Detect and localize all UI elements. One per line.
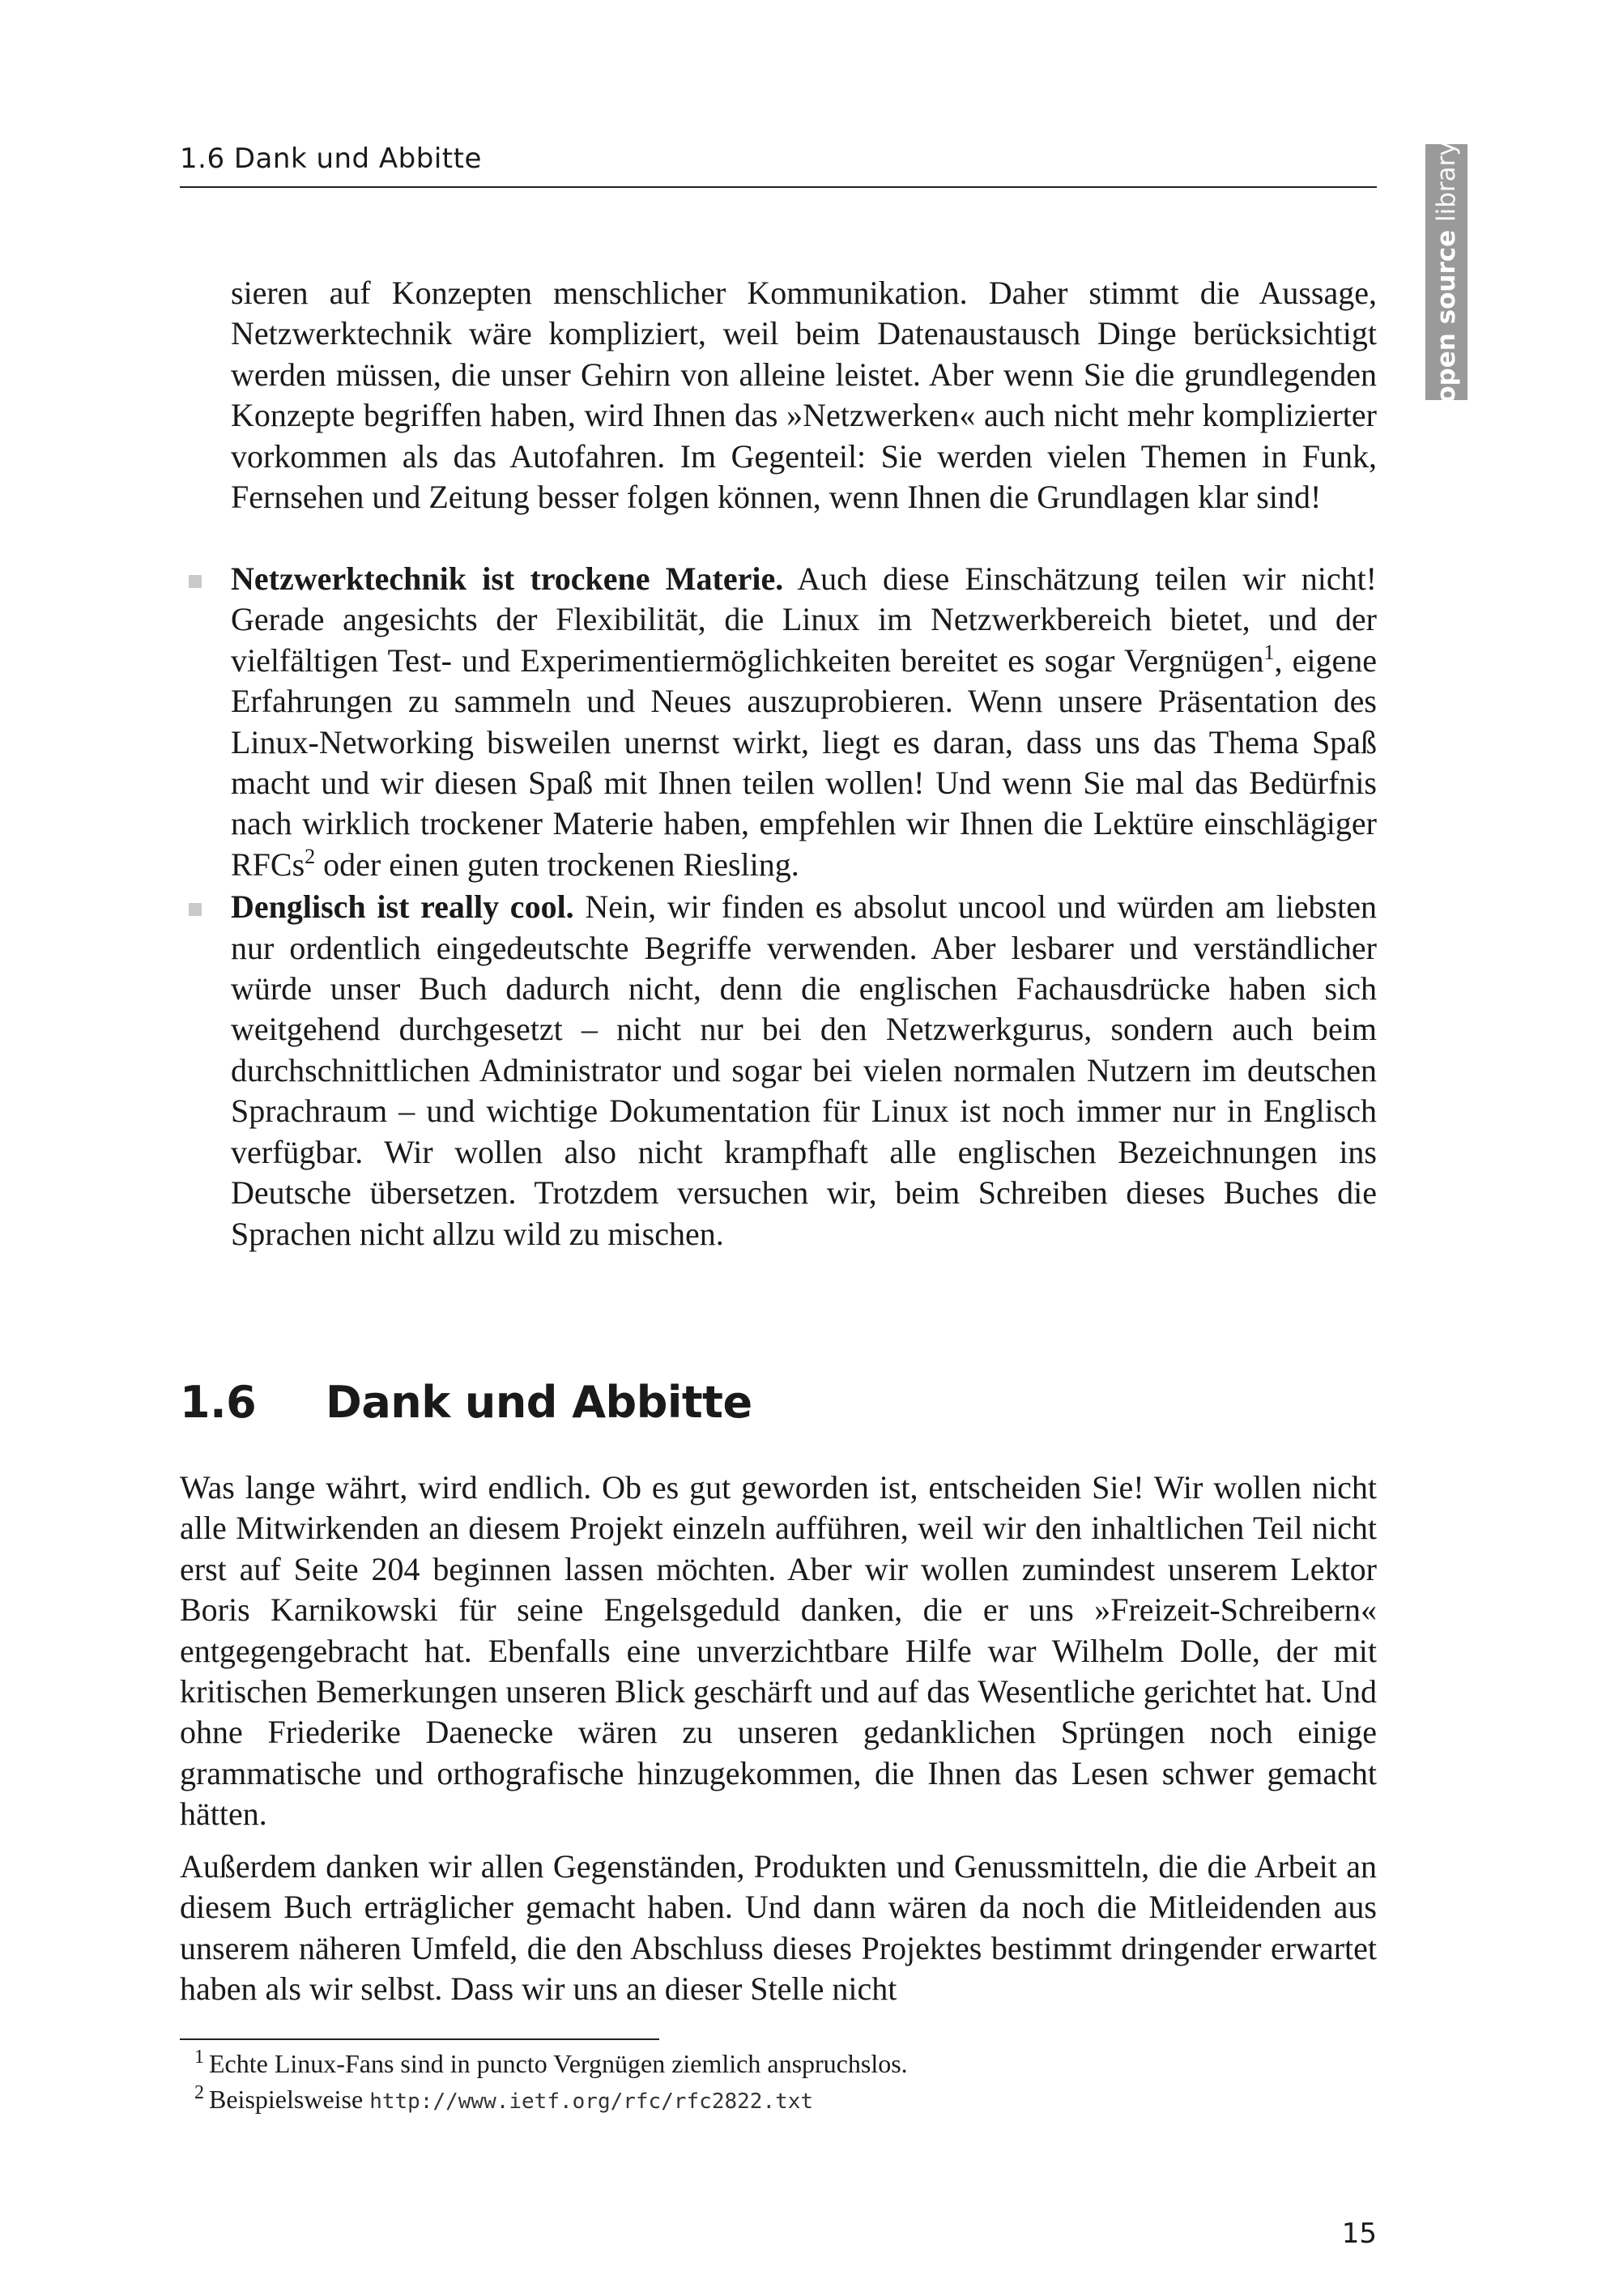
list-item xyxy=(231,559,1377,885)
footnote-mark: 2 xyxy=(194,2082,204,2103)
footnote-text: Beispielsweise xyxy=(209,2085,370,2114)
footnote-separator xyxy=(180,2038,659,2040)
list-item xyxy=(231,887,1377,1254)
bullet-square-icon xyxy=(189,903,202,916)
section-heading xyxy=(180,1377,752,1428)
series-name-light: library xyxy=(1432,141,1461,222)
bullet-lead: Denglisch ist really cool. xyxy=(231,888,574,926)
section-title: Dank und Abbitte xyxy=(326,1377,752,1428)
bullet-square-icon xyxy=(189,575,202,588)
footnote-ref-2[interactable]: 2 xyxy=(305,844,316,868)
bullet-lead: Netzwerktechnik ist trockene Materie. xyxy=(231,560,784,597)
footnotes xyxy=(194,2046,1328,2119)
section-paragraph-2: Außerdem danken wir allen Gegenständen, Produkten und Genussmitteln, die die Arbeit an diesem Buch erträglicher gemacht haben. Und dann wären da noch die Mitleidenden aus unserem näheren Umfeld, die den Abschluss dieses Projektes bestimmt dringender erwartet haben als wir selbst. Dass wir uns an dieser Stelle nicht xyxy=(180,1848,1377,2008)
bullet-text: Nein, wir finden es absolut uncool und würden am liebsten nur ordentlich eingedeutschte Begriffe verwenden. Aber lesbarer und verständlicher würde unser Buch dadurch nicht, denn die englischen Fachausdrücke haben sich weitgehend durchgesetzt – nicht nur bei den Netzwerkgurus, sondern auch beim durchschnittlichen Administrator und sogar bei vielen normalen Nutzern im deutschen Sprachraum – und wichtige Dokumentation für Linux ist noch immer nur in Englisch verfügbar. Wir wollen also nicht krampfhaft alle englischen Bezeichnungen ins Deutsche übersetzen. Trotzdem versuchen wir, beim Schreiben dieses Buches die Sprachen nicht allzu wild zu mischen. xyxy=(231,888,1377,1252)
page-number: 15 xyxy=(1341,2217,1377,2250)
bullet-text: Auch diese Einschätzung teilen wir nicht! Gerade angesichts der Flexibilität, die Linux im Netzwerkbereich bietet, und der vielfältigen Test- und Experimentiermöglichkeiten bereitet es sogar Vergnügen xyxy=(231,560,1377,679)
section-paragraph-1: Was lange währt, wird endlich. Ob es gut geworden ist, entscheiden Sie! Wir wollen nicht alle Mitwirkenden an diesem Projekt einzeln aufführen, weil wir den inhaltlichen Teil nicht erst auf Seite 204 beginnen lassen möchten. Aber wir wollen zumindest unserem Lektor Boris Karnikowski für seine Engelsgeduld danken, die er uns »Freizeit-Schreibern« entgegengebracht hat. Ebenfalls eine unverzichtbare Hilfe war Wilhelm Dolle, der mit kritischen Bemerkungen unseren Blick geschärft und auf das Wesentliche gerichtet hat. Und ohne Friederike Daenecke wären zu unseren gedanklichen Sprüngen noch einige grammatische und orthografische hinzugekommen, die Ihnen das Lesen schwer gemacht hätten. xyxy=(180,1469,1377,1833)
section-number: 1.6 xyxy=(180,1377,257,1428)
series-side-tab xyxy=(1425,141,1468,403)
footnote-2 xyxy=(194,2081,1328,2119)
bullet-text: , eigene Erfahrungen zu sammeln und Neues auszuprobieren. Wenn unsere Präsentation des Linux-Networking bisweilen unernst wirkt, liegt es daran, dass uns das Thema Spaß macht und wir diesen Spaß mit Ihnen teilen wollen! Und wenn Sie mal das Bedürfnis nach wirklich trockener Materie haben, empfehlen wir Ihnen die Lektüre einschlägiger RFCs xyxy=(231,641,1378,883)
footnote-text: Echte Linux-Fans sind in puncto Vergnügen ziemlich anspruchslos. xyxy=(209,2049,908,2078)
series-name-bold: open source xyxy=(1432,229,1461,403)
running-header: 1.6 Dank und Abbitte xyxy=(180,143,1377,188)
footnote-mark: 1 xyxy=(194,2047,204,2068)
footnote-url-link[interactable]: http://www.ietf.org/rfc/rfc2822.txt xyxy=(369,2089,814,2114)
footnote-ref-1[interactable]: 1 xyxy=(1263,640,1275,664)
continued-paragraph: sieren auf Konzepten menschlicher Kommunikation. Daher stimmt die Aussage, Netzwerktechnik wäre kompliziert, weil beim Datenaustausch Dinge berücksichtigt werden müssen, die unser Gehirn von alleine leistet. Aber wenn Sie die grundlegenden Konzepte begriffen haben, wird Ihnen das »Netzwerken« auch nicht mehr komplizierter vorkommen als das Autofahren. Im Gegenteil: Sie werden vielen Themen in Funk, Fernsehen und Zeitung besser folgen können, wenn Ihnen die Grundlagen klar sind! xyxy=(231,275,1377,516)
bullet-text: oder einen guten trockenen Riesling. xyxy=(315,846,799,883)
bullet-list xyxy=(231,559,1377,1254)
footnote-1 xyxy=(194,2046,1328,2081)
